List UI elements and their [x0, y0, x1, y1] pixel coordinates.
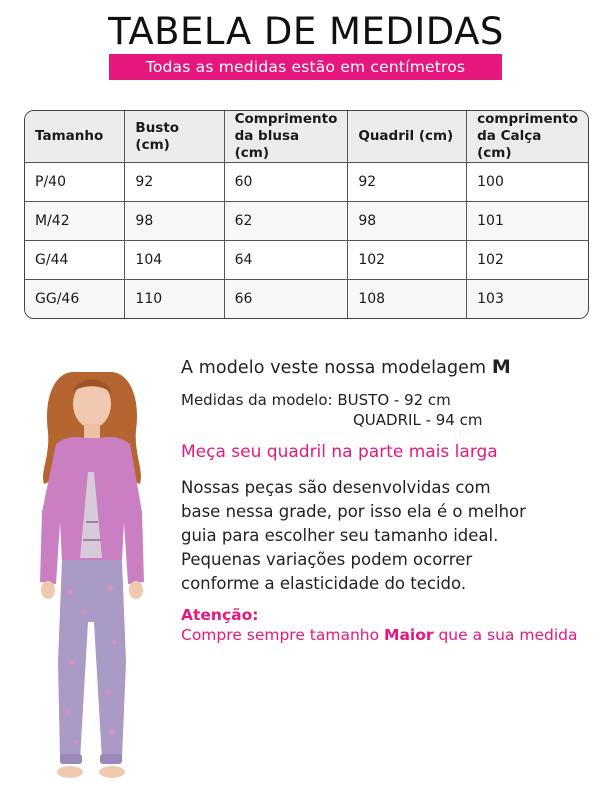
- units-banner-text: Todas as medidas estão em centímetros: [145, 58, 466, 76]
- model-photo: [22, 362, 162, 784]
- attention-text: Compre sempre tamanho Maior que a sua medida: [181, 626, 578, 644]
- cell-pants-length: 101: [467, 202, 588, 241]
- model-size: M: [491, 356, 511, 378]
- table-row: [25, 241, 588, 280]
- cell-hip: 98: [348, 202, 467, 241]
- model-hip: QUADRIL - 94 cm: [353, 411, 483, 429]
- cell-bust: 92: [125, 163, 224, 202]
- cell-size: P/40: [25, 163, 125, 202]
- model-bust: BUSTO - 92 cm: [337, 391, 451, 409]
- cell-size: M/42: [25, 202, 125, 241]
- col-header-size: Tamanho: [25, 111, 125, 163]
- page-title: TABELA DE MEDIDAS: [108, 10, 504, 53]
- units-banner: [109, 54, 502, 80]
- cell-pants-length: 103: [467, 280, 588, 318]
- table-row: [25, 163, 588, 202]
- model-size-statement: A modelo veste nossa modelagem M: [181, 356, 511, 378]
- cell-blouse-length: 64: [225, 241, 349, 280]
- attention-title: Atenção:: [181, 606, 259, 624]
- model-info: [181, 356, 578, 644]
- table-row: [25, 202, 588, 241]
- cell-hip: 102: [348, 241, 467, 280]
- measures-label: Medidas da modelo:: [181, 391, 333, 409]
- cell-size: GG/46: [25, 280, 125, 318]
- col-header-blouse-length: Comprimento da blusa (cm): [225, 111, 349, 163]
- cell-blouse-length: 62: [225, 202, 349, 241]
- col-header-hip: Quadril (cm): [348, 111, 467, 163]
- cell-blouse-length: 66: [225, 280, 349, 318]
- col-header-bust: Busto (cm): [125, 111, 224, 163]
- hip-measure-hint: Meça seu quadril na parte mais larga: [181, 442, 498, 462]
- cell-hip: 108: [348, 280, 467, 318]
- table-header-row: [25, 111, 588, 163]
- size-table: [24, 110, 589, 319]
- cell-hip: 92: [348, 163, 467, 202]
- model-measures: [181, 390, 482, 430]
- cell-pants-length: 100: [467, 163, 588, 202]
- sizing-paragraph: Nossas peças são desenvolvidas com base nessa grade, por isso ela é o melhor guia para escolher seu tamanho ideal. Pequenas variações podem ocorrer conforme a elasticidade do tecido.: [181, 478, 526, 593]
- cell-bust: 98: [125, 202, 224, 241]
- cell-size: G/44: [25, 241, 125, 280]
- cell-pants-length: 102: [467, 241, 588, 280]
- col-header-pants-length: comprimento da Calça (cm): [467, 111, 588, 163]
- cell-bust: 110: [125, 280, 224, 318]
- cell-blouse-length: 60: [225, 163, 349, 202]
- table-row: [25, 280, 588, 318]
- cell-bust: 104: [125, 241, 224, 280]
